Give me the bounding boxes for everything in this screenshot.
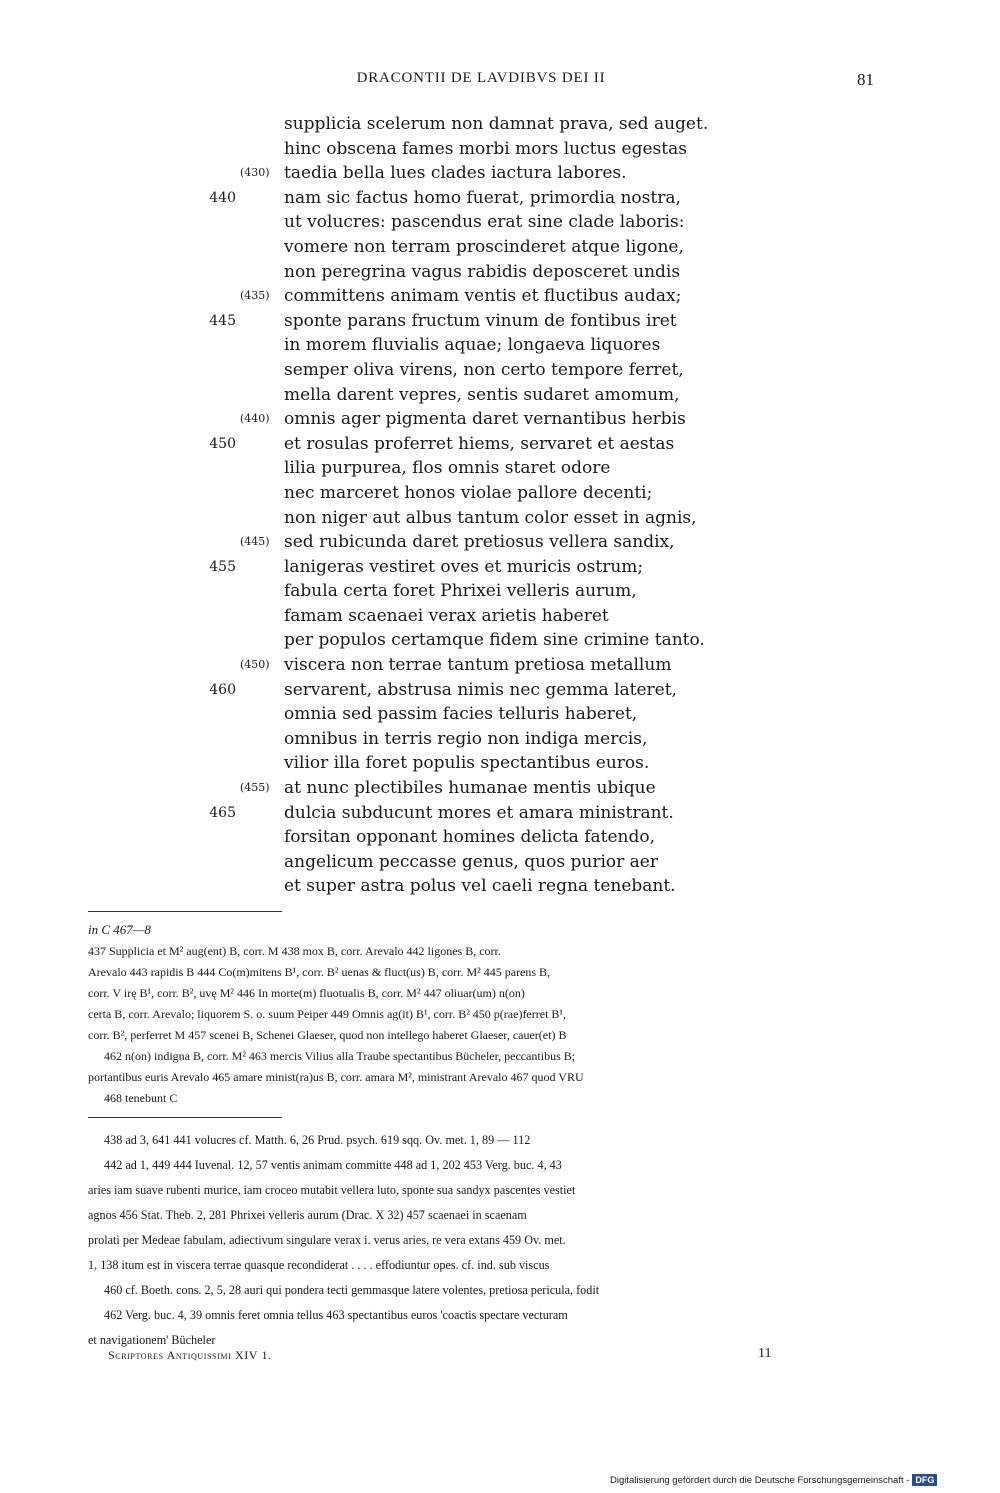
verse-text: in morem fluvialis aquae; longaeva liquores (284, 335, 661, 356)
verse-text: lanigeras vestiret oves et muricis ostrum; (284, 556, 644, 577)
apparatus-criticus-line: 462 n(on) indigna B, corr. M² 463 mercis Vilius alla Traube spectantibus Bücheler, peccantibus B; (104, 1049, 576, 1063)
verse-text: taedia bella lues clades iactura labores. (284, 163, 627, 184)
verse-number: 445 (209, 312, 236, 329)
verse-line (190, 284, 890, 309)
verse-text: fabula certa foret Phrixei velleris aurum, (284, 581, 637, 602)
verse-line (190, 260, 890, 285)
apparatus-fontium-line: prolati per Medeae fabulam, adiectivum singulare verax i. verus aries, re vera extans 459 Ov. met. (88, 1233, 566, 1247)
verse-line (190, 383, 890, 408)
verse-line (190, 727, 890, 752)
dfg-logo: DFG (912, 1474, 937, 1486)
apparatus-criticus (88, 919, 874, 1109)
verse-line (190, 161, 890, 186)
verse-text: et super astra polus vel caeli regna tenebant. (284, 876, 676, 897)
verse-line (190, 407, 890, 432)
verse-number: 460 (209, 681, 236, 698)
verse-line (190, 309, 890, 334)
running-title: DRACONTII DE LAVDIBVS DEI II (356, 70, 606, 86)
sources-divider-rule (88, 1117, 282, 1118)
verse-text: at nunc plectibiles humanae mentis ubique (284, 778, 656, 799)
verse-line (190, 358, 890, 383)
verse-text: servarent, abstrusa nimis nec gemma lateret, (284, 679, 677, 700)
apparatus-criticus-line: portantibus euris Arevalo 465 amare minist(ra)us B, corr. amara M², ministrant Arevalo 467 quod VRU (88, 1070, 584, 1084)
alternate-verse-number: (455) (240, 781, 270, 795)
verse-text: nec marceret honos violae pallore decenti; (284, 482, 653, 503)
apparatus-fontium-line: et navigationem' Bücheler (88, 1333, 216, 1347)
apparatus-fontium-line: 438 ad 3, 641 441 volucres cf. Matth. 6, 26 Prud. psych. 619 sqq. Ov. met. 1, 89 — 112 (104, 1133, 531, 1147)
verse-line (190, 874, 890, 899)
verse-text: non peregrina vagus rabidis deposceret undis (284, 261, 681, 282)
page-number: 81 (857, 70, 874, 89)
alternate-verse-number: (440) (240, 412, 270, 426)
apparatus-criticus-line: Arevalo 443 rapidis B 444 Co(m)mitens B¹, corr. B² uenas & fluct(us) B, corr. M² 445 parens B, (88, 965, 551, 979)
verse-line (190, 210, 890, 235)
apparatus-fontium-line: 1, 138 itum est in viscera terrae quasque recondiderat . . . . effodiuntur opes. cf. ind. sub viscus (88, 1258, 550, 1272)
verse-text: viscera non terrae tantum pretiosa metallum (284, 655, 672, 676)
verse-text: omnibus in terris regio non indiga mercis, (284, 728, 648, 749)
verse-text: non niger aut albus tantum color esset in agnis, (284, 507, 697, 528)
verse-text: sed rubicunda daret pretiosus vellera sandix, (284, 532, 675, 553)
verse-text: per populos certamque fidem sine crimine tanto. (284, 630, 705, 651)
verse-line (190, 333, 890, 358)
verse-number: 450 (209, 435, 236, 452)
alternate-verse-number: (435) (240, 289, 270, 303)
verse-line (190, 702, 890, 727)
apparatus-fontium-line: 460 cf. Boeth. cons. 2, 5, 28 auri qui pondera tecti gemmasque latere volentes, pretiosa pericula, fodit (104, 1283, 600, 1297)
verse-text: vomere non terram proscinderet atque ligone, (284, 236, 684, 257)
verse-line (190, 555, 890, 580)
verse-line (190, 235, 890, 260)
alternate-verse-number: (445) (240, 535, 270, 549)
verse-text: omnis ager pigmenta daret vernantibus herbis (284, 409, 686, 430)
apparatus-fontium-line: 462 Verg. buc. 4, 39 omnis feret omnia tellus 463 spectantibus euros 'coactis spectare vecturam (104, 1308, 568, 1322)
verse-line (190, 456, 890, 481)
verse-text: sponte parans fructum vinum de fontibus iret (284, 310, 677, 331)
digitization-credit (610, 1474, 996, 1488)
apparatus-fontium-line: agnos 456 Stat. Theb. 2, 281 Phrixei velleris aurum (Drac. X 32) 457 scaenaei in scaenam (88, 1208, 527, 1222)
running-head (88, 70, 874, 94)
verse-line (190, 628, 890, 653)
verse-number: 465 (209, 804, 236, 821)
apparatus-criticus-line: 468 tenebunt C (104, 1091, 178, 1105)
verse-line (190, 801, 890, 826)
apparatus-criticus-line: corr. V irę B¹, corr. B², uvę M² 446 In morte(m) fluotualis B, corr. M² 447 oliuar(um) n(on) (88, 986, 525, 1000)
verse-line (190, 678, 890, 703)
verse-line (190, 850, 890, 875)
alternate-verse-number: (430) (240, 166, 270, 180)
apparatus-fontium (88, 1128, 874, 1353)
verse-text: et rosulas proferret hiems, servaret et aestas (284, 433, 675, 454)
verse-text: semper oliva virens, non certo tempore ferret, (284, 359, 684, 380)
verse-number: 440 (209, 189, 236, 206)
apparatus-criticus-line: 437 Supplicia et M² aug(ent) B, corr. M 438 mox B, corr. Arevalo 442 ligones B, corr. (88, 944, 501, 958)
verse-line (190, 530, 890, 555)
verse-line (190, 186, 890, 211)
verse-line (190, 506, 890, 531)
verse-line (190, 825, 890, 850)
credit-text: Digitalisierung gefördert durch die Deutsche Forschungsgemeinschaft - (610, 1475, 910, 1486)
verse-text: ut volucres: pascendus erat sine clade laboris: (284, 212, 685, 233)
verse-text: vilior illa foret populis spectantibus euros. (284, 753, 650, 774)
verse-text: committens animam ventis et fluctibus audax; (284, 286, 682, 307)
apparatus-divider-rule (88, 911, 282, 912)
verse-text: hinc obscena fames morbi mors luctus egestas (284, 138, 687, 159)
verse-text: mella darent vepres, sentis sudaret amomum, (284, 384, 680, 405)
verse-text: forsitan opponant homines delicta fatendo, (284, 827, 656, 848)
verse-text: famam scaenaei verax arietis haberet (284, 605, 609, 626)
verse-text: omnia sed passim facies telluris haberet, (284, 704, 638, 725)
verse-line (190, 604, 890, 629)
apparatus-fontium-line: 442 ad 1, 449 444 Iuvenal. 12, 57 ventis animam committe 448 ad 1, 202 453 Verg. buc. 4, 43 (104, 1158, 562, 1172)
sigla-line: in C 467—8 (88, 922, 151, 937)
verse-line (190, 432, 890, 457)
verse-text: lilia purpurea, flos omnis staret odore (284, 458, 611, 479)
apparatus-criticus-line: certa B, corr. Arevalo; liquorem S. o. suum Peiper 449 Omnis ag(it) B¹, corr. B² 450 p(rae)ferret B¹, (88, 1007, 567, 1021)
apparatus-criticus-line: corr. B², perferret M 457 scenei B, Schenei Glaeser, quod non intellego haberet Glaeser, cauer(et) B (88, 1028, 567, 1042)
verse-text: nam sic factus homo fuerat, primordia nostra, (284, 187, 681, 208)
verse-line (190, 653, 890, 678)
apparatus-fontium-line: aries iam suave rubenti murice, iam croceo mutabit vellera luto, sponte sua sandyx pascentes vestiet (88, 1183, 576, 1197)
verse-line (190, 481, 890, 506)
verse-text: dulcia subducunt mores et amara ministrant. (284, 802, 674, 823)
printer-signature: Scriptores Antiquissimi XIV 1. (108, 1348, 272, 1362)
verse-line (190, 751, 890, 776)
verse-line (190, 579, 890, 604)
sheet-number: 11 (758, 1346, 772, 1361)
verse-line (190, 112, 890, 137)
alternate-verse-number: (450) (240, 658, 270, 672)
poem-text (190, 112, 890, 899)
verse-line (190, 137, 890, 162)
verse-text: supplicia scelerum non damnat prava, sed auget. (284, 114, 709, 134)
verse-text: angelicum peccasse genus, quos purior aer (284, 851, 658, 872)
verse-number: 455 (209, 558, 236, 575)
verse-line (190, 776, 890, 801)
